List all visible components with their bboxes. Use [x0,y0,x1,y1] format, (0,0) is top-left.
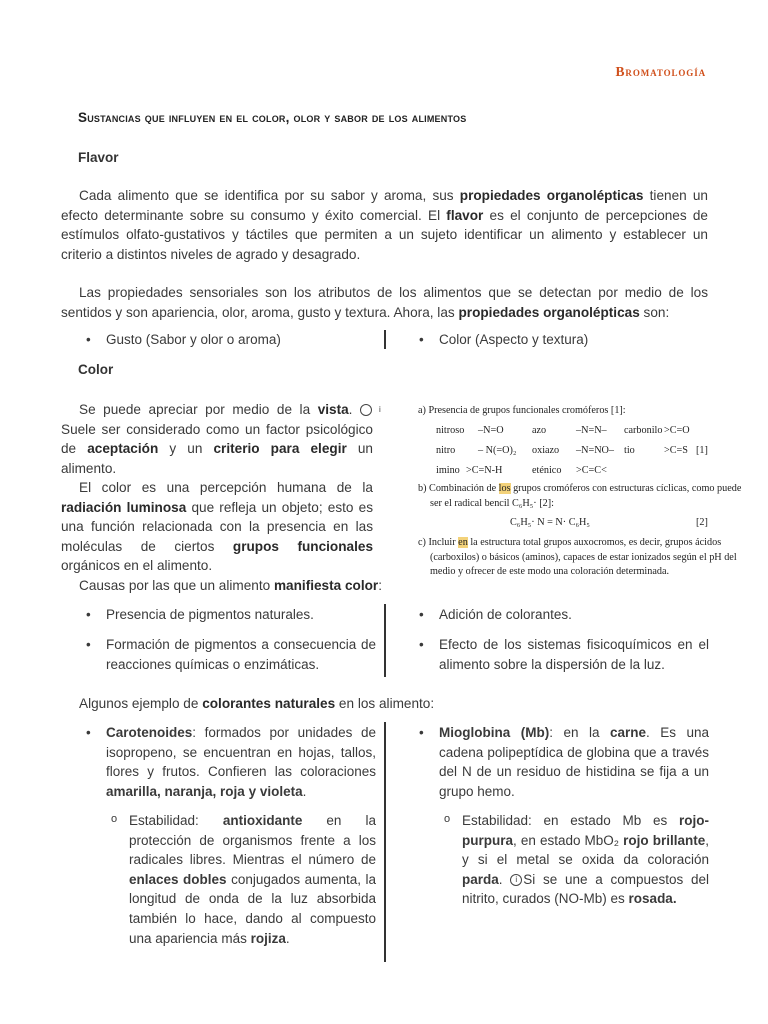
bullet-icon: • [419,332,424,347]
carotenoides-item: • Carotenoides: formados por unidades de isopropeno, se encuentran en hojas, tallos, flores y frutos. Confieren las coloraciones amarilla, naranja, roja y violeta. [86,725,376,799]
figure-cell: oxiazo [532,445,560,456]
figure-cell: –N=N– [576,425,607,436]
figure-c-line2: (carboxilos) o básicos (aminos), capaces de estar ionizados según el pH del [430,552,737,563]
figure-cell: >C=N-H [466,465,503,476]
mioglobina-item: • Mioglobina (Mb): en la carne. Es una cadena polipeptídica de globina que a través del N de un residuo de histidina se fija a un grupo hemo. [419,725,710,799]
page-header: Bromatología [615,64,706,79]
column-divider [384,330,386,349]
section-title: Sustancias que influyen en el color, olor y sabor de los alimentos [78,110,467,125]
flavor-paragraph-1: Cada alimento que se identifica por su sabor y aroma, sus propiedades organolépticas tienen un efecto determinante sobre su consumo y éxito comercial. El flavor es el conjunto de percepciones de estímulos olfato-gustativos y táctiles que permiten a un sujeto identificar un alimento y establecer un criterio a distintos niveles de agrado y desagrado. [61,188,708,262]
figure-cell: imino [436,465,460,476]
column-divider [384,604,386,677]
figure-ref: [2] [696,517,708,528]
flavor-paragraph-2: Las propiedades sensoriales son los atributos de los alimentos que se detectan por medio de los sentidos y son apariencia, olor, aroma, gusto y textura. Ahora, las propiedades organolépticas son: [61,285,708,320]
figure-cell: carbonilo [624,425,663,436]
figure-cell: –N=O [478,425,504,436]
bullet-icon: • [86,332,91,347]
column-divider [384,722,386,962]
figure-b-line2: ser el radical bencil C₆H₅· [2]: [430,498,554,509]
causes-intro: Causas por las que un alimento manifiesta color: [79,578,382,593]
figure-formula: C₆H₅· N = N· C₆H₅ [510,517,590,528]
figure-cell: – N(=O)₂ [478,445,517,456]
figure-cell: >C=O [664,425,690,436]
cause-left-1: • Presencia de pigmentos naturales. [106,605,376,625]
figure-cell: tio [624,445,635,456]
figure-b-title: b) Combinación de los grupos cromóferos con estructuras cíclicas, como puede [418,483,742,494]
sub-bullet-icon: o [111,813,118,825]
figure-cell: >C=C< [576,465,607,476]
figure-cell: eténico [532,465,562,476]
color-paragraph-1: Se puede apreciar por medio de la vista. iSuele ser considerado como un factor psicológico de aceptación y un criterio para elegir un alimento. [61,402,381,476]
carotenoides-stability: o Estabilidad: antioxidante en la protección de organismos frente a los radicales libres. Mientras el número de enlaces dobles conjugados aumenta, la longitud de onda de la luz absorbida también lo hace, dando al compuesto una apariencia más rojiza. [129,811,376,948]
figure-a-title: a) Presencia de grupos funcionales cromóferos [1]: [418,405,626,416]
cause-right-2: • Efecto de los sistemas fisicoquímicos en el alimento sobre la dispersión de la luz. [419,637,709,672]
heading-flavor: Flavor [78,150,119,165]
sub-bullet-icon: o [444,813,451,825]
figure-cell: azo [532,425,547,436]
mioglobina-stability: o Estabilidad: en estado Mb es rojo-purpura, en estado MbO₂ rojo brillante, y si el metal se oxida da coloración parda. i Si se une a compuestos del nitrito, curados (NO-Mb) es rosada. [462,811,709,909]
chromophore-figure [416,403,742,581]
figure-cell: >C=S [664,445,688,456]
figure-ref: [1] [696,445,708,456]
bullet-icon: • [86,607,91,622]
figure-c-line3: medio y ofrecer de este modo una coloración determinada. [430,566,670,577]
color-paragraph-2: El color es una percepción humana de la radiación luminosa que refleja un objeto; esto es una función relacionada con la presencia en las moléculas de ciertos grupos funcionales orgánicos en el alimento. [61,480,373,574]
heading-color: Color [78,362,114,377]
bullet-icon: • [86,637,91,652]
figure-cell: nitroso [436,425,465,436]
figure-cell: –N=NO– [576,445,615,456]
info-icon: i [360,404,372,416]
bullet-color: • Color (Aspecto y textura) [439,330,588,350]
cause-left-2: • Formación de pigmentos a consecuencia de reacciones químicas o enzimáticas. [86,637,376,672]
bullet-icon: • [419,637,424,652]
examples-intro: Algunos ejemplo de colorantes naturales en los alimento: [79,696,435,711]
bullet-gusto: • Gusto (Sabor y olor o aroma) [106,330,281,350]
figure-cell: nitro [436,445,456,456]
figure-c-title: c) Incluir en la estructura total grupos auxocromos, es decir, grupos ácidos [418,537,722,548]
info-icon: i [510,874,522,886]
bullet-icon: • [419,725,424,740]
bullet-icon: • [86,725,91,740]
cause-right-1: • Adición de colorantes. [439,605,709,625]
bullet-icon: • [419,607,424,622]
